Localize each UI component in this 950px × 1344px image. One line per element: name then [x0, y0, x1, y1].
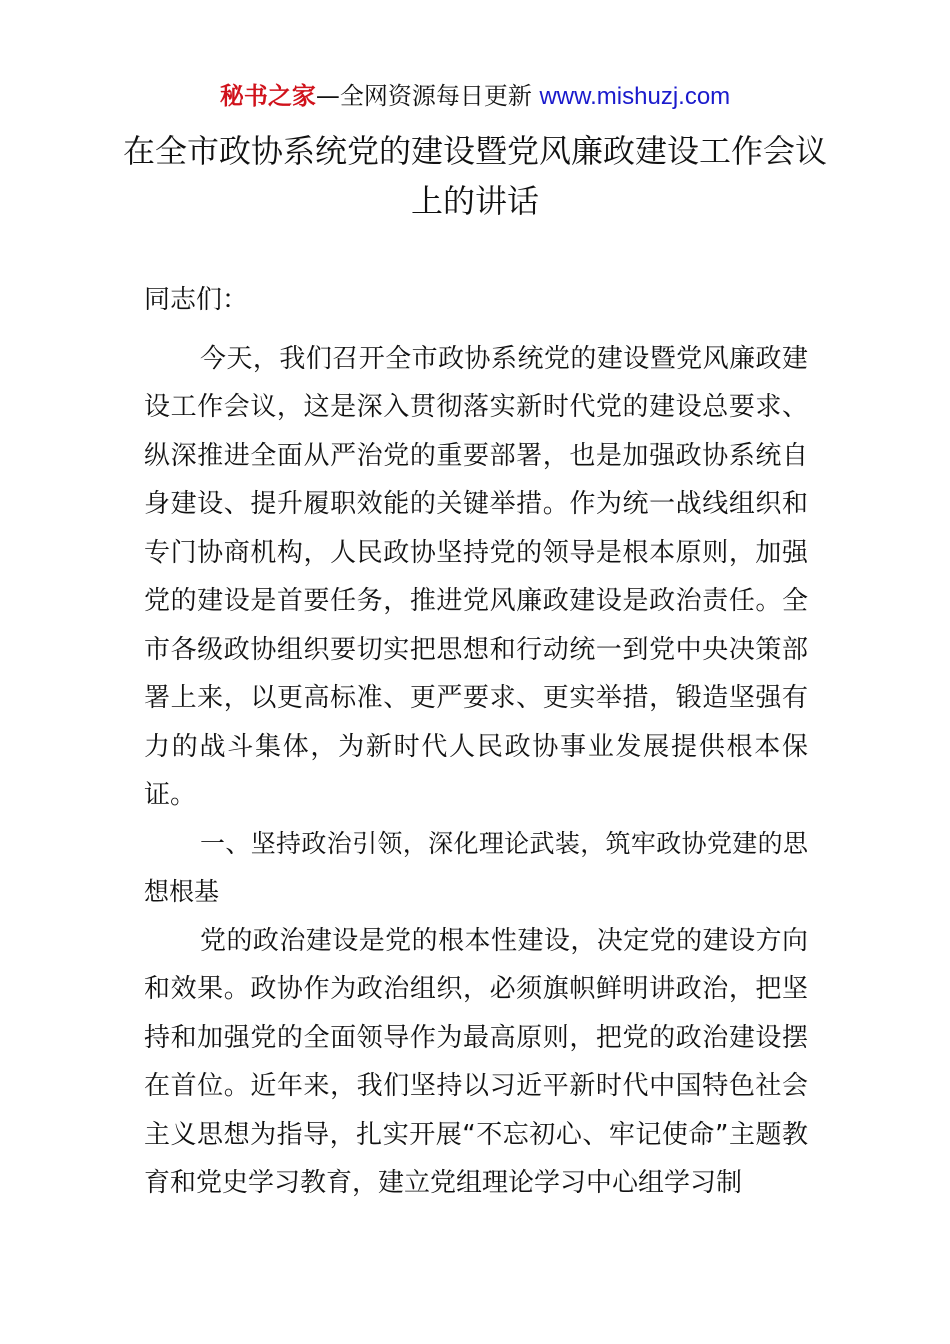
document-title: 在全市政协系统党的建设暨党风廉政建设工作会议上的讲话	[122, 132, 827, 220]
brand-name: 秘书之家	[219, 82, 316, 110]
document-body	[144, 276, 808, 1208]
section-heading: 一、坚持政治引领，深化理论武装，筑牢政协党建的思想根基	[144, 828, 808, 906]
site-header	[0, 80, 950, 113]
salutation: 同志们：	[144, 285, 249, 315]
intro-paragraph: 今天，我们召开全市政协系统党的建设暨党风廉政建设工作会议，这是深入贯彻落实新时代党的建设总要求、纵深推进全面从严治党的重要部署，也是加强政协系统自身建设、提升履职效能的关键举措。作为统一战线组织和专门协商机构，人民政协坚持党的领导是根本原则，加强党的建设是首要任务，推进党风廉政建设是政治责任。全市各级政协组织要切实把思想和行动统一到党中央决策部署上来，以更高标准、更严要求、更实举措，锻造坚强有力的战斗集体，为新时代人民政协事业发展提供根本保证。	[144, 343, 808, 810]
section-paragraph: 党的政治建设是党的根本性建设，决定党的建设方向和效果。政协作为政治组织，必须旗帜鲜明讲政治，把坚持和加强党的全面领导作为最高原则，把党的政治建设摆在首位。近年来，我们坚持以习近平新时代中国特色社会主义思想为指导，扎实开展“不忘初心、牢记使命”主题教育和党史学习教育，建立党组理论学习中心组学习制	[144, 925, 808, 1198]
site-url-link[interactable]: www.mishuzj.com	[539, 83, 731, 110]
site-tagline: —全网资源每日更新	[315, 82, 540, 110]
